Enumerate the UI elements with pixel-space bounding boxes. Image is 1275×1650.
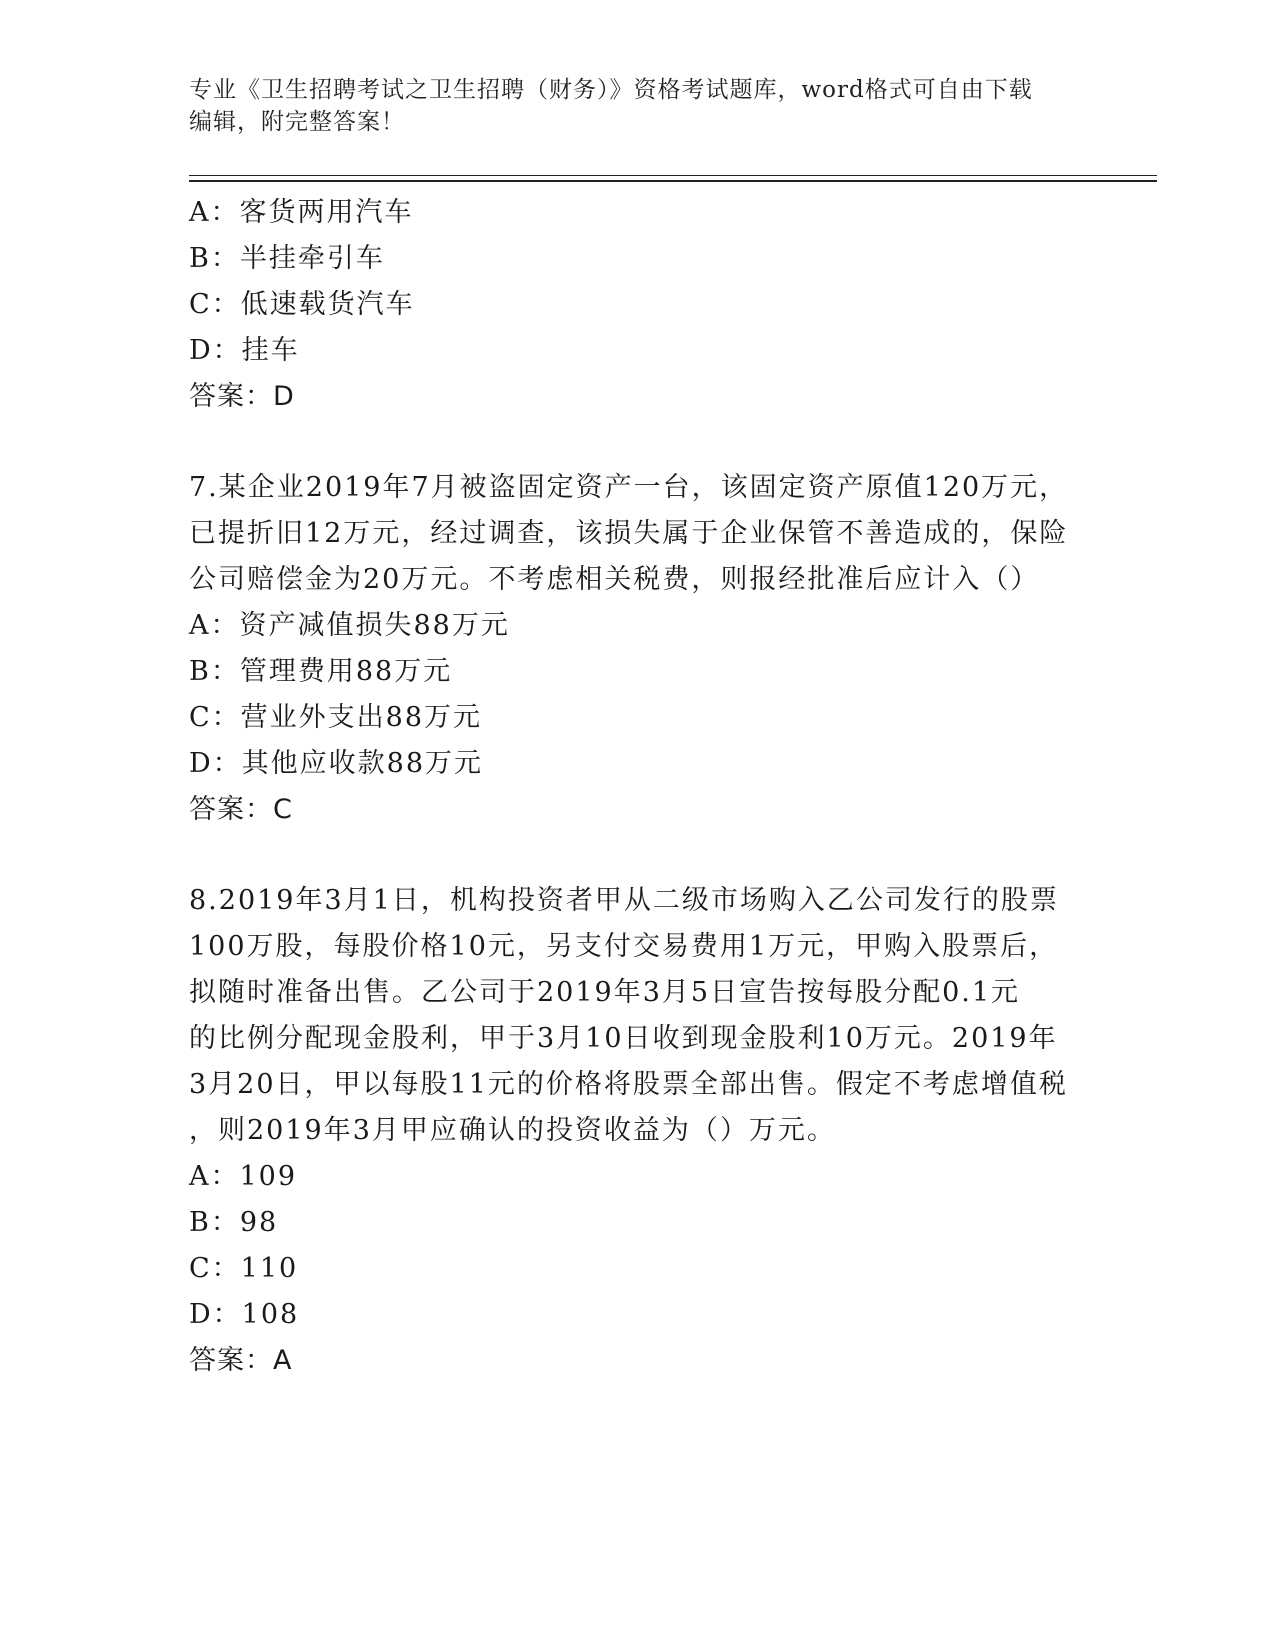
- q8-stem-line: 3月20日，甲以每股11元的价格将股票全部出售。假定不考虑增值税: [189, 1069, 1068, 1100]
- q6-option-b: B：半挂牵引车: [189, 243, 385, 274]
- q6-option-a: A：客货两用汽车: [189, 197, 414, 228]
- q6-option-c: C：低速载货汽车: [189, 289, 415, 320]
- spacer: [189, 420, 1089, 465]
- question-6-block: [189, 190, 1089, 420]
- document-header: [189, 74, 1089, 138]
- q7-stem-line: 公司赔偿金为20万元。不考虑相关税费，则报经批准后应计入（）: [189, 564, 1040, 595]
- q7-option-c: C：营业外支出88万元: [189, 702, 483, 733]
- q8-option-c: C：110: [189, 1253, 299, 1284]
- question-8-block: [189, 878, 1089, 1384]
- q8-stem-line: 拟随时准备出售。乙公司于2019年3月5日宣告按每股分配0.1元: [189, 977, 1021, 1008]
- question-7-block: [189, 465, 1089, 833]
- q6-option-d: D：挂车: [189, 335, 300, 366]
- spacer: [189, 833, 1089, 878]
- header-line-2: 编辑，附完整答案！: [189, 109, 405, 135]
- header-divider-thick: [189, 180, 1157, 182]
- questions-content: [189, 190, 1089, 1384]
- q6-answer: 答案：D: [189, 381, 295, 412]
- q7-option-d: D：其他应收款88万元: [189, 748, 484, 779]
- q8-stem-line: 的比例分配现金股利，甲于3月10日收到现金股利10万元。2019年: [189, 1023, 1058, 1054]
- q7-option-b: B：管理费用88万元: [189, 656, 453, 687]
- q8-option-a: A：109: [189, 1161, 298, 1192]
- q8-stem-line: 100万股，每股价格10元，另支付交易费用1万元，甲购入股票后，: [189, 931, 1059, 962]
- q7-option-a: A：资产减值损失88万元: [189, 610, 510, 641]
- q7-stem-line: 已提折旧12万元，经过调查，该损失属于企业保管不善造成的，保险: [189, 518, 1069, 549]
- q7-answer: 答案：C: [189, 794, 293, 825]
- q8-stem-line: ，则2019年3月甲应确认的投资收益为（）万元。: [189, 1115, 836, 1146]
- q8-option-b: B：98: [189, 1207, 279, 1238]
- q8-answer: 答案：A: [189, 1345, 293, 1376]
- header-divider-thin: [189, 175, 1157, 176]
- q8-option-d: D：108: [189, 1299, 300, 1330]
- q7-stem-line: 7.某企业2019年7月被盗固定资产一台，该固定资产原值120万元，: [189, 472, 1069, 503]
- q8-stem-line: 8.2019年3月1日，机构投资者甲从二级市场购入乙公司发行的股票: [189, 885, 1059, 916]
- header-line-1: 专业《卫生招聘考试之卫生招聘（财务）》资格考试题库，word格式可自由下载: [189, 77, 1033, 103]
